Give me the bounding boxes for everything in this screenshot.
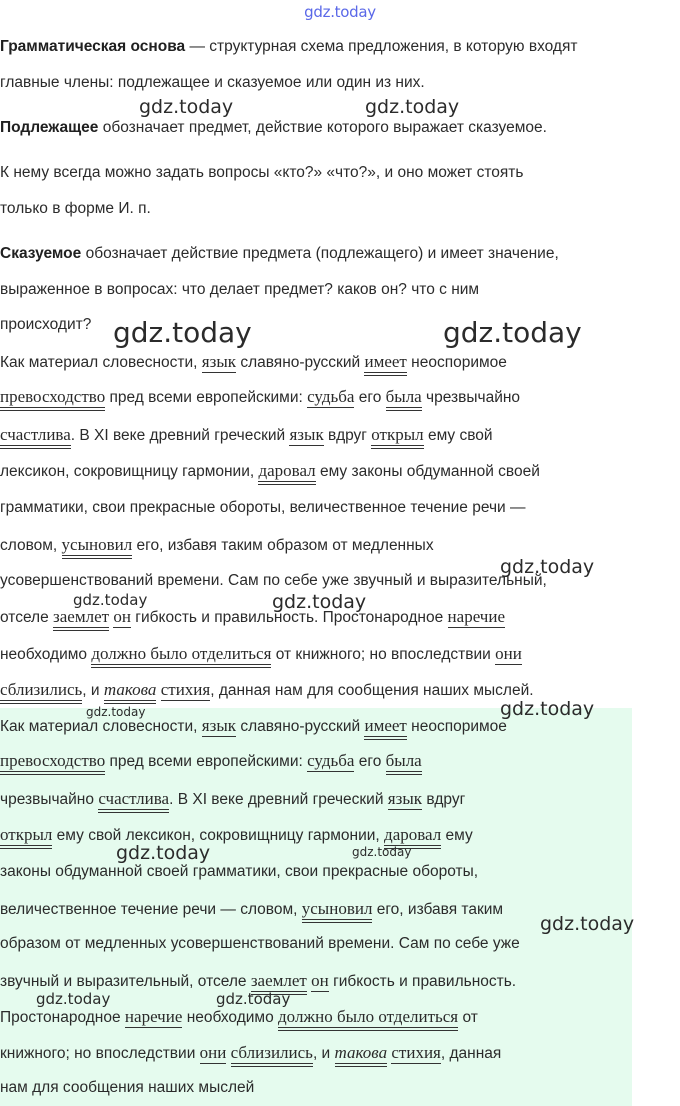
- text-line: [0, 74, 425, 92]
- text: Как материал словесности,: [0, 718, 202, 735]
- text-line: [0, 971, 516, 995]
- watermark: gdz.today: [272, 591, 367, 613]
- watermark: gdz.today: [86, 705, 146, 719]
- text: законы обдуманной своей грамматики, свои прекрасные обороты,: [0, 863, 479, 880]
- text: — структурная схема предложения, в которую входят: [185, 38, 578, 55]
- predicate-word: усыновил: [62, 535, 133, 559]
- text: его: [354, 389, 386, 406]
- text: вдруг: [323, 427, 372, 444]
- predicate-word: превосходство: [0, 751, 105, 775]
- text: грамматики, свои прекрасные обороты, величественное течение речи —: [0, 499, 526, 516]
- text: необходимо: [182, 1009, 279, 1026]
- text-line: [0, 607, 505, 631]
- subject-word: наречие: [124, 1007, 183, 1026]
- subject-word: судьба: [307, 387, 355, 406]
- subject-word: он: [113, 607, 131, 626]
- text-line: [0, 1079, 254, 1097]
- text: образом от медленных усовершенствований времени. Сам по себе уже: [0, 935, 520, 952]
- watermark: gdz.today: [116, 842, 211, 864]
- predicate-word: открыл: [0, 825, 52, 849]
- text-line: [0, 352, 507, 376]
- subject-word: стихия: [160, 680, 211, 699]
- text: Простонародное: [0, 1009, 125, 1026]
- text-line: [0, 425, 493, 449]
- text: его, избавя таким образом от медленных: [132, 537, 434, 554]
- predicate-word: такова: [335, 1043, 388, 1067]
- predicate-word: такова: [104, 680, 157, 704]
- watermark: gdz.today: [73, 591, 148, 609]
- subject-definition: [0, 119, 547, 137]
- watermark: gdz.today: [443, 316, 582, 349]
- predicate-word: имеет: [364, 716, 406, 740]
- text: главные члены: подлежащее и сказуемое или один из них.: [0, 74, 425, 91]
- text: величественное течение речи — словом,: [0, 901, 302, 918]
- watermark: gdz.today: [216, 990, 291, 1008]
- predicate-term: Сказуемое: [0, 245, 82, 262]
- subject-word: стихия: [391, 1043, 441, 1062]
- text-line: [0, 680, 534, 704]
- predicate-word: даровал: [384, 825, 441, 849]
- text: происходит?: [0, 316, 92, 333]
- predicate-word: заемлет: [53, 607, 109, 631]
- text: славяно-русский: [236, 354, 365, 371]
- text: только в форме И. п.: [0, 200, 151, 217]
- text-line: [0, 825, 473, 849]
- text: чрезвычайно: [0, 791, 99, 808]
- text-line: [0, 863, 478, 881]
- text: , данная нам для сообщения наших мыслей.: [210, 682, 534, 699]
- predicate-word: имеет: [364, 352, 406, 376]
- text: ему законы обдуманной своей: [315, 463, 540, 480]
- text: неоспоримое: [406, 718, 507, 735]
- predicate-word: открыл: [371, 425, 423, 449]
- predicate-word: заемлет: [251, 971, 307, 995]
- text: выраженное в вопросах: что делает предмет? каков он? что с ним: [0, 281, 480, 298]
- text: его: [354, 753, 386, 770]
- subject-word: судьба: [307, 751, 355, 770]
- text-line: [0, 387, 520, 411]
- text-line: [0, 789, 465, 813]
- text-line: [0, 1007, 478, 1031]
- grammar-term: Грамматическая основа: [0, 38, 186, 55]
- predicate-definition: [0, 245, 559, 263]
- watermark: gdz.today: [113, 316, 252, 349]
- text-line: [0, 461, 540, 485]
- text: . В XI веке древний греческий: [169, 791, 388, 808]
- text-line: [0, 499, 526, 517]
- text-line: [0, 281, 479, 299]
- text-line: [0, 751, 422, 775]
- predicate-word: сблизились: [231, 1043, 313, 1067]
- subject-word: он: [311, 971, 329, 990]
- watermark: gdz.today: [500, 698, 595, 720]
- grammar-definition: [0, 38, 577, 56]
- text-line: [0, 164, 523, 182]
- text-line: [0, 899, 503, 923]
- text: ему: [441, 827, 473, 844]
- text: звучный и выразительный, отселе: [0, 973, 251, 990]
- subject-term: Подлежащее: [0, 119, 99, 136]
- text: необходимо: [0, 646, 92, 663]
- text: обозначает действие предмета (подлежащего) и имеет значение,: [81, 245, 559, 262]
- watermark: gdz.today: [352, 845, 412, 859]
- predicate-word: даровал: [258, 461, 315, 485]
- text: пред всеми европейскими:: [105, 753, 308, 770]
- watermark: gdz.today: [540, 913, 635, 935]
- text: , и: [82, 682, 104, 699]
- text: К нему всегда можно задать вопросы «кто?» «что?», и оно может стоять: [0, 164, 524, 181]
- text-line: [0, 644, 522, 668]
- text: гибкость и правильность. Простонародное: [131, 609, 448, 626]
- text-line: [0, 200, 151, 218]
- text: книжного; но впоследствии: [0, 1045, 200, 1062]
- text-line: [0, 572, 547, 590]
- predicate-word: усыновил: [302, 899, 373, 923]
- subject-word: они: [495, 644, 522, 663]
- predicate-word: должно было отделиться: [278, 1007, 458, 1031]
- text-line: [0, 535, 434, 559]
- subject-word: наречие: [447, 607, 506, 626]
- text: . В XI веке древний греческий: [70, 427, 290, 444]
- text: словом,: [0, 537, 62, 554]
- watermark: gdz.today: [500, 556, 595, 578]
- predicate-word: сблизились: [0, 680, 82, 704]
- predicate-word: счастлива: [98, 789, 169, 813]
- text: славяно-русский: [236, 718, 365, 735]
- predicate-word: была: [386, 751, 422, 775]
- top-watermark: gdz.today: [304, 3, 376, 21]
- subject-word: язык: [201, 716, 237, 735]
- text: лексикон, сокровищницу гармонии,: [0, 463, 259, 480]
- text: усовершенствований времени. Сам по себе уже звучный и выразительный,: [0, 572, 547, 589]
- text: чрезвычайно: [421, 389, 521, 406]
- text: неоспоримое: [406, 354, 507, 371]
- subject-word: язык: [387, 789, 423, 808]
- text-line: [0, 935, 520, 953]
- predicate-word: превосходство: [0, 387, 105, 411]
- text-line: [0, 316, 91, 334]
- text: , и: [312, 1045, 335, 1062]
- text: гибкость и правильность.: [328, 973, 517, 990]
- watermark: gdz.today: [36, 990, 111, 1008]
- predicate-word: счастлива: [0, 425, 71, 449]
- subject-word: язык: [289, 425, 324, 444]
- text: пред всеми европейскими:: [105, 389, 308, 406]
- text: ему свой лексикон, сокровищницу гармонии,: [52, 827, 385, 844]
- subject-word: язык: [201, 352, 237, 371]
- watermark: gdz.today: [139, 96, 234, 118]
- predicate-word: была: [386, 387, 422, 411]
- text: ему свой: [423, 427, 493, 444]
- subject-word: они: [199, 1043, 227, 1062]
- predicate-word: должно было отделиться: [91, 644, 271, 668]
- text: Как материал словесности,: [0, 354, 202, 371]
- text: вдруг: [422, 791, 466, 808]
- text: , данная: [440, 1045, 502, 1062]
- text: от книжного; но впоследствии: [271, 646, 496, 663]
- text: отселе: [0, 609, 54, 626]
- text: от: [458, 1009, 478, 1026]
- text: его, избавя таким: [372, 901, 504, 918]
- text: нам для сообщения наших мыслей: [0, 1079, 255, 1096]
- watermark: gdz.today: [365, 96, 460, 118]
- text-line: [0, 716, 507, 740]
- text-line: [0, 1043, 501, 1067]
- text: обозначает предмет, действие которого выражает сказуемое.: [98, 119, 547, 136]
